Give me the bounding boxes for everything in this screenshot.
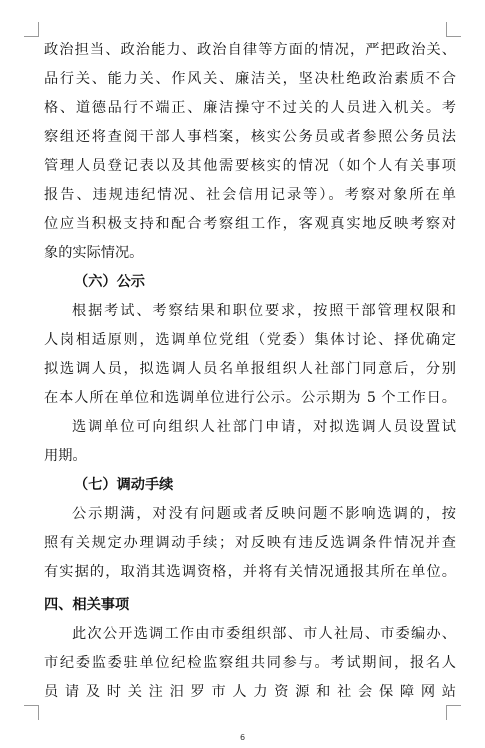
body-line: 察组还将查阅干部人事档案，核实公务员或者参照公务员法 xyxy=(44,129,456,145)
body-line: 格、道德品行不端正、廉洁操守不过关的人员进入机关。考 xyxy=(44,100,456,116)
crop-mark-top-left xyxy=(24,22,39,37)
document-body xyxy=(44,36,456,707)
body-line: 管理人员登记表以及其他需要核实的情况（如个人有关事项 xyxy=(44,158,456,174)
body-line: 拟选调人员，拟选调人员名单报组织人社部门同意后，分别 xyxy=(44,361,456,377)
body-line: 在本人所在单位和选调单位进行公示。公示期为 5 个工作日。 xyxy=(44,390,456,406)
body-line: 位应当积极支持和配合考察组工作，客观真实地反映考察对 xyxy=(44,216,456,232)
body-line: 照有关规定办理调动手续；对反映有违反选调条件情况并查 xyxy=(44,535,456,551)
body-line: 此次公开选调工作由市委组织部、市人社局、市委编办、 xyxy=(72,626,456,642)
crop-mark-bottom-right xyxy=(446,705,461,720)
section-heading-publicity: （六）公示 xyxy=(74,274,145,290)
body-line: 根据考试、考察结果和职位要求，按照干部管理权限和 xyxy=(72,303,456,319)
body-line: 有实据的，取消其选调资格，并将有关情况通报其所在单位。 xyxy=(44,564,456,580)
crop-mark-top-right xyxy=(446,22,461,37)
section-heading-transfer: （七）调动手续 xyxy=(74,477,174,493)
crop-mark-bottom-left xyxy=(24,705,39,720)
page-number: 6 xyxy=(239,733,246,742)
body-line: 政治担当、政治能力、政治自律等方面的情况，严把政治关、 xyxy=(44,42,456,58)
body-line: 品行关、能力关、作风关、廉洁关，坚决杜绝政治素质不合 xyxy=(44,71,456,87)
body-line: 象的实际情况。 xyxy=(44,245,144,261)
body-line: 市纪委监委驻单位纪检监察组共同参与。考试期间，报名人 xyxy=(44,655,456,671)
body-line: 选调单位可向组织人社部门申请，对拟选调人员设置试 xyxy=(72,419,456,435)
body-line: 公示期满，对没有问题或者反映问题不影响选调的，按 xyxy=(72,506,456,522)
body-line: 报告、违规违纪情况、社会信用记录等）。考察对象所在单 xyxy=(44,187,456,203)
body-line: 用期。 xyxy=(44,448,87,464)
section-heading-related-matters: 四、相关事项 xyxy=(44,597,130,613)
body-line: 人岗相适原则，选调单位党组（党委）集体讨论、择优确定 xyxy=(44,332,456,348)
body-line: 员请及时关注汨罗市人力资源和社会保障网站 xyxy=(44,684,456,700)
